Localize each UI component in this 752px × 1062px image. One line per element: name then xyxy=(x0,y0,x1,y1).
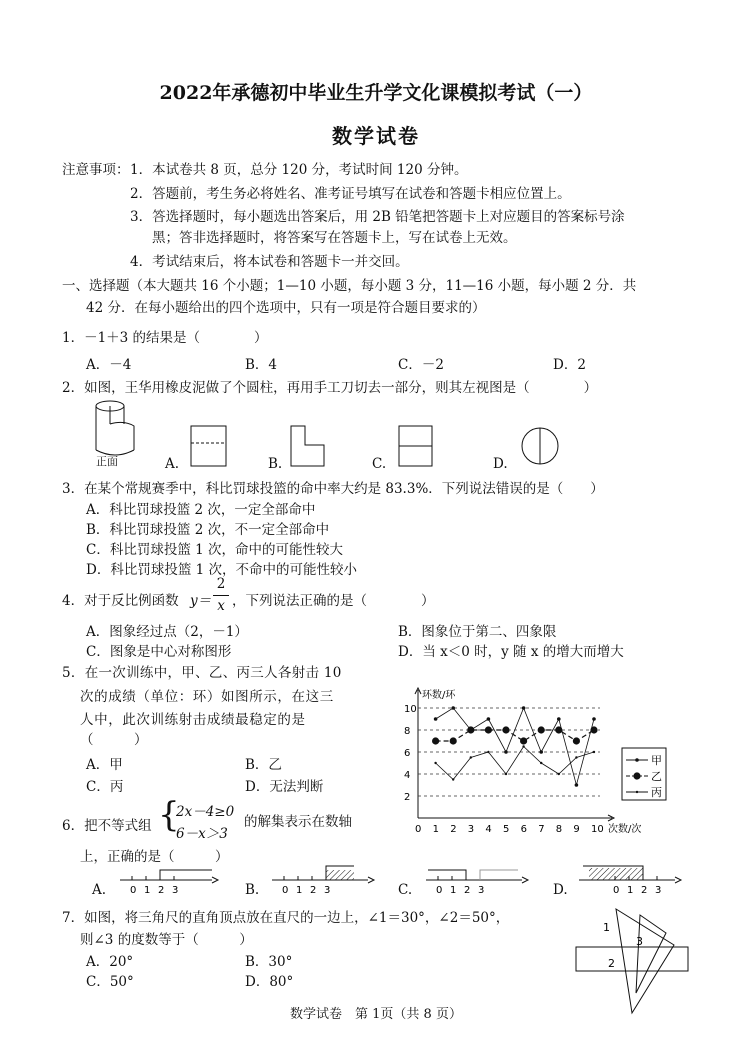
q1-option-b: B．4 xyxy=(245,357,278,373)
q4-option-d: D．当 x＜0 时，y 随 x 的增大而增大 xyxy=(398,644,624,660)
q5-option-d: D．无法判断 xyxy=(245,779,324,795)
q4-stem-pre: 4．对于反比例函数 xyxy=(62,593,179,609)
q5-stem-3: 人中，此次训练射击成绩最稳定的是 xyxy=(80,712,306,728)
q6a-tick-2: 2 xyxy=(158,885,165,896)
q1-option-c: C．－2 xyxy=(398,357,444,373)
q5-line-chart xyxy=(400,668,690,840)
q7-ruler-triangle-figure xyxy=(570,905,695,1017)
q6-stem-pre: 6．把不等式组 xyxy=(62,818,152,834)
q5-option-c: C．丙 xyxy=(86,779,124,795)
q6-label-d: D. xyxy=(553,882,568,898)
q6-option-b-numberline xyxy=(268,862,378,898)
q6-brace: { xyxy=(158,795,180,835)
q6d-tick-3: 3 xyxy=(655,885,662,896)
chart-point-series-1 xyxy=(487,717,491,721)
q5-stem-1: 5．在一次训练中，甲、乙、丙三人各射击 10 xyxy=(62,665,342,681)
q6a-tick-0: 0 xyxy=(130,885,137,896)
chart-x-tick-label: 2 xyxy=(450,824,457,835)
chart-point-series-3 xyxy=(522,745,524,747)
q7-angle-3-label: 3 xyxy=(636,935,643,948)
q1-stem: 1．－1＋3 的结果是（ ） xyxy=(62,330,268,346)
chart-x-tick-label: 0 xyxy=(415,824,422,835)
q6b-tick-0: 0 xyxy=(282,885,289,896)
q6-stem-line2: 上，正确的是（ ） xyxy=(80,849,229,865)
chart-point-series-3 xyxy=(434,762,436,764)
chart-x-label: 次数/次 xyxy=(608,824,642,835)
q6-option-c-numberline xyxy=(422,862,532,898)
q6-inequality-2: 6－x＞3 xyxy=(176,826,228,842)
section-1-header: 一、选择题（本大题共 16 个小题；1—10 小题，每小题 3 分，11—16 小题，每小题 2 分．共 xyxy=(62,278,637,294)
q7-option-a: A．20° xyxy=(86,954,134,970)
q6a-tick-1: 1 xyxy=(144,885,151,896)
q3-stem: 3．在某个常规赛季中，科比罚球投篮的命中率大约是 83.3%．下列说法错误的是（ ） xyxy=(62,481,604,497)
q6d-tick-0: 0 xyxy=(613,885,620,896)
q2-option-d-figure xyxy=(520,426,560,466)
notice-1: 1．本试卷共 8 页，总分 120 分，考试时间 120 分钟。 xyxy=(130,162,468,178)
q7-option-d: D．80° xyxy=(245,974,294,990)
chart-x-tick-label: 6 xyxy=(520,824,527,835)
q2-option-a-figure xyxy=(190,425,228,467)
chart-point-series-3 xyxy=(470,756,472,758)
chart-x-tick-label: 3 xyxy=(467,824,475,835)
notice-4: 4．考试结束后，将本试卷和答题卡一并交回。 xyxy=(130,254,409,270)
chart-y-tick-label: 8 xyxy=(404,726,411,737)
chart-x-tick-label: 9 xyxy=(573,824,580,835)
chart-point-series-3 xyxy=(575,756,577,758)
q6d-tick-1: 1 xyxy=(627,885,634,896)
q4-fraction-denominator: x xyxy=(217,598,225,614)
chart-point-series-2 xyxy=(485,726,492,733)
q7-stem-1: 7．如图，将三角尺的直角顶点放在直尺的一边上，∠1＝30°，∠2＝50°， xyxy=(62,910,510,926)
chart-point-series-2 xyxy=(502,726,509,733)
q7-stem-2: 则∠3 的度数等于（ ） xyxy=(80,932,253,948)
chart-point-series-1 xyxy=(592,717,596,721)
notice-label: 注意事项： xyxy=(62,162,130,178)
chart-point-series-2 xyxy=(538,726,545,733)
q7-angle-1-label: 1 xyxy=(603,921,610,934)
q1-option-d: D．2 xyxy=(553,357,586,373)
q2-option-b-figure xyxy=(290,425,326,467)
q6c-tick-3: 3 xyxy=(478,885,485,896)
chart-x-tick-label: 4 xyxy=(485,824,492,835)
q3-option-b: B．科比罚球投篮 2 次，不一定全部命中 xyxy=(86,522,330,538)
q7-angle-2-label: 2 xyxy=(608,957,615,970)
q6-label-c: C. xyxy=(398,882,413,898)
q3-option-a: A．科比罚球投篮 2 次，一定全部命中 xyxy=(86,502,316,518)
chart-point-series-1 xyxy=(557,717,561,721)
q6-option-d-numberline xyxy=(575,862,687,898)
chart-point-series-2 xyxy=(467,726,474,733)
q1-option-a: A．－4 xyxy=(86,357,132,373)
chart-x-tick-label: 7 xyxy=(538,824,545,835)
chart-series-line-1 xyxy=(436,708,594,785)
q2-label-c: C. xyxy=(372,456,387,472)
q6c-tick-0: 0 xyxy=(436,885,443,896)
chart-point-series-3 xyxy=(593,751,595,753)
chart-point-series-1 xyxy=(522,706,526,710)
chart-x-tick-label: 5 xyxy=(503,824,510,835)
notice-2: 2．答题前，考生务必将姓名、准考证号填写在试卷和答题卡相应位置上。 xyxy=(130,186,571,202)
chart-legend-label: 丙 xyxy=(651,786,662,799)
chart-x-tick-label: 1 xyxy=(432,824,439,835)
q4-option-b: B．图象位于第二、四象限 xyxy=(398,624,557,640)
notice-3-cont: 黑；答非选择题时，将答案写在答题卡上，写在试卷上无效。 xyxy=(152,230,517,246)
chart-y-tick-label: 10 xyxy=(404,704,417,715)
section-1-header-cont: 42 分．在每小题给出的四个选项中，只有一项是符合题目要求的） xyxy=(86,300,486,316)
chart-point-series-3 xyxy=(452,778,454,780)
chart-point-series-3 xyxy=(540,762,542,764)
chart-point-series-3 xyxy=(558,773,560,775)
chart-legend-label: 乙 xyxy=(651,770,662,783)
q3-option-d: D．科比罚球投篮 1 次，不命中的可能性较小 xyxy=(86,562,357,578)
chart-legend-marker xyxy=(636,791,638,793)
q2-label-b: B. xyxy=(268,456,283,472)
q7-option-c: C．50° xyxy=(86,974,134,990)
q3-option-c: C．科比罚球投篮 1 次，命中的可能性较大 xyxy=(86,542,344,558)
q6-inequality-1: 2x－4≥0 xyxy=(176,804,235,820)
q4-option-c: C．图象是中心对称图形 xyxy=(86,644,232,660)
chart-point-series-2 xyxy=(555,726,562,733)
notice-3: 3．答选择题时，每小题选出答案后，用 2B 铅笔把答题卡上对应题目的答案标号涂 xyxy=(130,209,625,225)
exam-subtitle: 数学试卷 xyxy=(332,124,420,148)
q4-func-lhs: y＝ xyxy=(190,593,212,609)
chart-point-series-2 xyxy=(573,737,580,744)
chart-point-series-1 xyxy=(539,750,543,754)
chart-point-series-1 xyxy=(434,717,438,721)
chart-point-series-1 xyxy=(451,706,455,710)
q6-stem-post: 的解集表示在数轴 xyxy=(244,814,352,830)
q4-fraction-numerator: 2 xyxy=(216,576,226,592)
chart-x-tick-label: 8 xyxy=(555,824,563,835)
chart-y-tick-label: 6 xyxy=(404,748,411,759)
q4-option-a: A．图象经过点（2，－1） xyxy=(86,624,248,640)
chart-series-line-2 xyxy=(436,730,594,741)
q6b-tick-1: 1 xyxy=(296,885,303,896)
q4-stem-post: ，下列说法正确的是（ ） xyxy=(232,593,435,609)
q5-stem-2: 次的成绩（单位：环）如图所示，在这三 xyxy=(80,689,334,705)
chart-legend-marker xyxy=(633,772,640,779)
q6c-tick-1: 1 xyxy=(450,885,457,896)
chart-point-series-3 xyxy=(505,773,507,775)
chart-legend-marker xyxy=(635,758,639,762)
q6d-tick-2: 2 xyxy=(641,885,648,896)
q2-front-label: 正面 xyxy=(96,455,118,468)
exam-title: 2022年承德初中毕业生升学文化课模拟考试（一） xyxy=(159,82,593,104)
chart-point-series-1 xyxy=(504,750,508,754)
q6-option-a-numberline xyxy=(112,862,222,898)
q7-option-b: B．30° xyxy=(245,954,293,970)
q6a-tick-3: 3 xyxy=(172,885,179,896)
chart-point-series-1 xyxy=(575,783,579,787)
q6-label-b: B. xyxy=(245,882,260,898)
q2-option-c-figure xyxy=(398,425,434,467)
q2-label-a: A. xyxy=(165,456,180,472)
chart-x-tick-label: 10 xyxy=(591,824,604,835)
q6b-tick-3: 3 xyxy=(324,885,331,896)
page-footer: 数学试卷 第 1页（共 8 页） xyxy=(290,1007,462,1022)
chart-point-series-2 xyxy=(432,737,439,744)
q6c-tick-2: 2 xyxy=(464,885,471,896)
chart-point-series-2 xyxy=(520,737,527,744)
chart-y-tick-label: 4 xyxy=(404,770,411,781)
chart-series-line-3 xyxy=(436,747,594,780)
q5-stem-4: （ ） xyxy=(80,732,148,748)
q4-fraction-bar xyxy=(213,595,229,596)
q2-label-d: D. xyxy=(493,456,508,472)
chart-point-series-2 xyxy=(590,726,597,733)
q5-option-b: B．乙 xyxy=(245,757,282,773)
chart-point-series-3 xyxy=(487,751,489,753)
chart-y-label: 环数/环 xyxy=(422,690,456,701)
q6-label-a: A. xyxy=(92,882,107,898)
q6b-tick-2: 2 xyxy=(310,885,317,896)
q5-option-a: A．甲 xyxy=(86,757,123,773)
q2-stem: 2．如图，王华用橡皮泥做了个圆柱，再用手工刀切去一部分，则其左视图是（ ） xyxy=(62,380,598,396)
chart-point-series-2 xyxy=(450,737,457,744)
chart-legend-label: 甲 xyxy=(651,754,662,767)
chart-y-tick-label: 2 xyxy=(404,792,411,803)
